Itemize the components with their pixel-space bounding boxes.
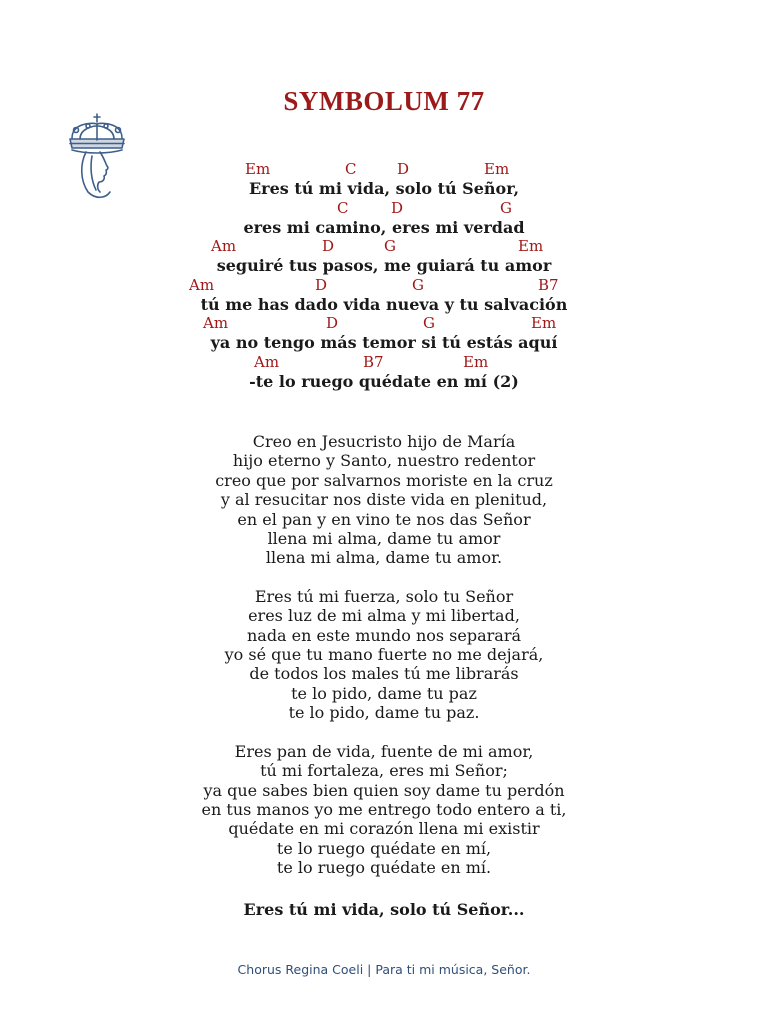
chorus-lyric: -te lo ruego quédate en mí (2) bbox=[249, 371, 519, 391]
chord: Em bbox=[531, 314, 557, 332]
verse-line: Eres tú mi fuerza, solo tu Señor bbox=[254, 586, 514, 606]
chord: Em bbox=[463, 352, 489, 371]
chord: Em bbox=[518, 237, 544, 255]
verse-line: en el pan y en vino te nos das Señor bbox=[237, 509, 531, 529]
verse-line: y al resucitar nos diste vida en plenitud, bbox=[220, 490, 548, 510]
stanza bbox=[0, 742, 768, 878]
chorus-lyric: eres mi camino, eres mi verdad bbox=[243, 217, 525, 237]
song-title: SYMBOLUM 77 bbox=[283, 86, 485, 116]
chord: Em bbox=[484, 160, 510, 178]
footer-credit: Chorus Regina Coeli | Para ti mi música, Señor. bbox=[237, 962, 531, 977]
chorus-section bbox=[0, 160, 768, 391]
verse-line: llena mi alma, dame tu amor. bbox=[265, 548, 503, 568]
chord: Am bbox=[254, 352, 280, 371]
chord: D bbox=[326, 314, 339, 332]
chorus-reprise: Eres tú mi vida, solo tú Señor... bbox=[243, 900, 525, 919]
verse-line: eres luz de mi alma y mi libertad, bbox=[248, 606, 520, 626]
verse-line: en tus manos yo me entrego todo entero a ti, bbox=[201, 799, 567, 819]
chorus-lyric: seguiré tus pasos, me guiará tu amor bbox=[216, 256, 552, 275]
verse-line: ya que sabes bien quien soy dame tu perdón bbox=[203, 780, 565, 800]
chord-line bbox=[0, 199, 768, 218]
chorus-lyric: Eres tú mi vida, solo tú Señor, bbox=[248, 179, 520, 198]
verse-line: creo que por salvarnos moriste en la cruz bbox=[215, 470, 553, 490]
chord: Am bbox=[203, 314, 229, 332]
stanza bbox=[0, 587, 768, 723]
chord: Em bbox=[245, 160, 271, 178]
chord: G bbox=[384, 237, 396, 255]
chord: Am bbox=[211, 237, 237, 255]
verse-line: te lo pido, dame tu paz. bbox=[288, 703, 480, 723]
chord-line bbox=[0, 237, 768, 256]
chord: G bbox=[500, 198, 512, 217]
verse-line: tú mi fortaleza, eres mi Señor; bbox=[260, 761, 508, 781]
chord: D bbox=[315, 275, 328, 294]
verse-line: de todos los males tú me librarás bbox=[249, 664, 519, 684]
chord: C bbox=[337, 198, 349, 217]
verse-line: hijo eterno y Santo, nuestro redentor bbox=[232, 451, 536, 471]
chorus-lyric: tú me has dado vida nueva y tu salvación bbox=[200, 294, 568, 314]
verse-line: yo sé que tu mano fuerte no me dejará, bbox=[224, 645, 544, 665]
verse-line: te lo pido, dame tu paz bbox=[291, 683, 477, 703]
chord: G bbox=[412, 275, 424, 294]
verse-line: Creo en Jesucristo hijo de María bbox=[252, 432, 516, 451]
chord: D bbox=[397, 160, 410, 178]
chord: G bbox=[423, 314, 435, 332]
verse-line: te lo ruego quédate en mí, bbox=[276, 838, 492, 858]
chord-line bbox=[0, 276, 768, 295]
verse-line: Eres pan de vida, fuente de mi amor, bbox=[234, 741, 534, 761]
chord-line bbox=[0, 353, 768, 372]
stanza bbox=[0, 432, 768, 568]
chord: C bbox=[345, 160, 357, 178]
chord: B7 bbox=[538, 275, 559, 294]
chord-line bbox=[0, 160, 768, 179]
verse-line: llena mi alma, dame tu amor bbox=[267, 529, 501, 549]
chord-line bbox=[0, 314, 768, 333]
chord: B7 bbox=[363, 352, 384, 371]
chord: Am bbox=[189, 275, 215, 294]
verse-line: te lo ruego quédate en mí. bbox=[276, 858, 492, 878]
verse-line: nada en este mundo nos separará bbox=[246, 625, 522, 645]
chorus-lyric: ya no tengo más temor si tú estás aquí bbox=[210, 333, 558, 352]
verses-section bbox=[0, 432, 768, 897]
chord: D bbox=[391, 198, 404, 217]
chord: D bbox=[322, 237, 335, 255]
verse-line: quédate en mi corazón llena mi existir bbox=[228, 819, 540, 839]
